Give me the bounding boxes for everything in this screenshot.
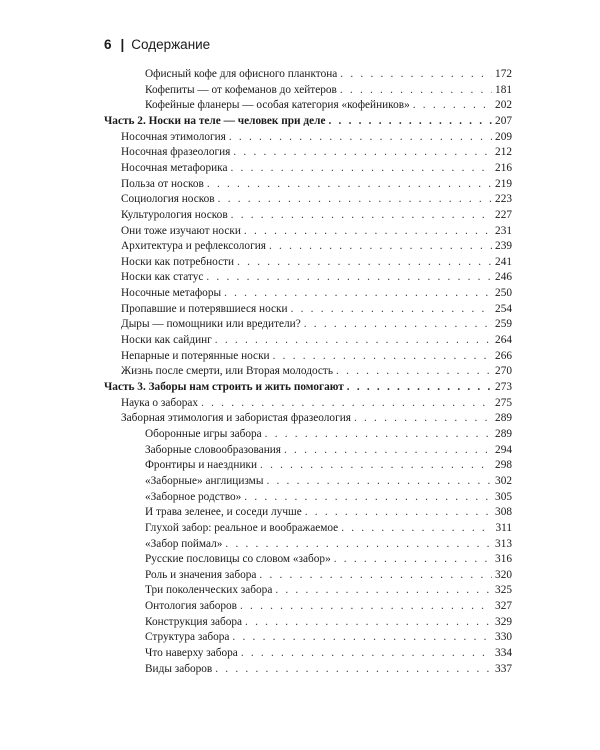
toc-entry-page: 241 — [495, 256, 512, 268]
toc-entry-title: Оборонные игры забора — [145, 428, 262, 440]
toc-entry — [121, 395, 512, 411]
toc-entry-title: Носочная метафорика — [121, 162, 228, 174]
toc-entry-title: Часть 2. Носки на теле — человек при деле — [104, 115, 326, 127]
toc-entry — [145, 598, 512, 614]
dot-leader — [304, 316, 492, 332]
toc-part-heading — [104, 379, 512, 395]
dot-leader — [241, 645, 492, 661]
toc-entry — [145, 520, 512, 536]
toc-entry-page: 337 — [495, 663, 512, 675]
dot-leader — [245, 614, 492, 630]
toc-entry — [145, 551, 512, 567]
dot-leader — [240, 598, 492, 614]
toc-entry-title: Что наверху забора — [145, 647, 238, 659]
toc-entry-title: И трава зеленее, и соседи лучше — [145, 506, 302, 518]
toc-entry-page: 289 — [495, 412, 512, 424]
toc-entry-title: «Забор поймал» — [145, 538, 223, 550]
toc-entry-page: 298 — [495, 459, 512, 471]
dot-leader — [207, 176, 492, 192]
toc-entry-title: Носочные метафоры — [121, 287, 222, 299]
toc-entry-title: Носки как потребности — [121, 256, 235, 268]
dot-leader — [230, 160, 492, 176]
toc-entry-page: 209 — [495, 131, 512, 143]
toc-entry-title: Кофепиты — от кофеманов до хейтеров — [145, 84, 337, 96]
toc-entry-page: 289 — [495, 428, 512, 440]
toc-entry-title: Непарные и потерянные носки — [121, 350, 270, 362]
toc-entry-page: 246 — [495, 271, 512, 283]
toc-entry — [121, 301, 512, 317]
dot-leader — [284, 442, 492, 458]
toc-entry-title: Носки как сайдинг — [121, 334, 212, 346]
toc-entry — [121, 129, 512, 145]
toc-entry-title: Роль и значения забора — [145, 569, 257, 581]
toc-entry-page: 308 — [495, 506, 512, 518]
dot-leader — [218, 191, 492, 207]
toc-entry-title: Носки как статус — [121, 271, 204, 283]
dot-leader — [273, 348, 492, 364]
dot-leader — [305, 504, 492, 520]
toc-entry-title: Офисный кофе для офисного планктона — [145, 68, 338, 80]
toc-entry — [145, 582, 512, 598]
dot-leader — [354, 410, 492, 426]
header-separator: | — [120, 37, 125, 52]
toc-entry-title: Русские пословицы со словом «забор» — [145, 553, 331, 565]
toc-entry-page: 313 — [495, 538, 512, 550]
toc-entry-page: 302 — [495, 475, 512, 487]
toc-entry-title: Наука о заборах — [121, 397, 199, 409]
toc-entry-page: 202 — [495, 99, 512, 111]
toc-entry — [121, 348, 512, 364]
dot-leader — [328, 113, 492, 129]
toc-entry-title: Заборные словообразования — [145, 444, 281, 456]
toc-entry — [121, 332, 512, 348]
dot-leader — [215, 332, 492, 348]
toc-entry — [145, 82, 512, 98]
toc-entry-page: 172 — [495, 68, 512, 80]
toc-entry — [145, 614, 512, 630]
toc-entry — [121, 176, 512, 192]
dot-leader — [259, 567, 492, 583]
dot-leader — [201, 395, 492, 411]
dot-leader — [291, 301, 492, 317]
toc-entry-page: 334 — [495, 647, 512, 659]
toc-entry-page: 270 — [495, 365, 512, 377]
toc-entry-title: Заборная этимология и забористая фразеология — [121, 412, 351, 424]
dot-leader — [229, 129, 492, 145]
running-header — [104, 37, 210, 52]
toc-entry-page: 212 — [495, 146, 512, 158]
toc-entry-page: 264 — [495, 334, 512, 346]
section-title: Содержание — [131, 37, 211, 52]
toc-entry-page: 227 — [495, 209, 512, 221]
dot-leader — [269, 238, 492, 254]
toc-entry — [121, 410, 512, 426]
toc-entry-page: 266 — [495, 350, 512, 362]
dot-leader — [347, 379, 492, 395]
dot-leader — [237, 254, 492, 270]
toc-entry-title: Польза от носков — [121, 178, 204, 190]
toc-entry-title: Кофейные фланеры — особая категория «кофейников» — [145, 99, 410, 111]
toc-entry — [145, 66, 512, 82]
dot-leader — [244, 489, 492, 505]
toc-entry — [145, 97, 512, 113]
toc-entry-page: 311 — [495, 522, 512, 534]
dot-leader — [341, 520, 492, 536]
toc-entry-page: 223 — [495, 193, 512, 205]
toc-entry-title: Пропавшие и потерявшиеся носки — [121, 303, 288, 315]
dot-leader — [340, 66, 492, 82]
toc-entry-page: 250 — [495, 287, 512, 299]
toc-entry-title: Часть 3. Заборы нам строить и жить помогают — [104, 381, 344, 393]
toc-entry-title: Архитектура и рефлексология — [121, 240, 266, 252]
toc-entry-page: 219 — [495, 178, 512, 190]
toc-entry-page: 294 — [495, 444, 512, 456]
toc-entry-page: 207 — [495, 115, 512, 127]
page-number: 6 — [104, 37, 112, 52]
toc-entry — [145, 504, 512, 520]
toc-entry — [145, 536, 512, 552]
dot-leader — [231, 207, 492, 223]
dot-leader — [260, 457, 492, 473]
toc-entry — [145, 645, 512, 661]
toc-entry-title: «Заборные» англицизмы — [145, 475, 264, 487]
toc-entry — [121, 207, 512, 223]
toc-entry — [145, 567, 512, 583]
toc-entry-title: Носочная фразеология — [121, 146, 231, 158]
toc-entry — [145, 426, 512, 442]
toc-entry-page: 254 — [495, 303, 512, 315]
toc-entry-title: Онтология заборов — [145, 600, 237, 612]
toc-entry-page: 316 — [495, 553, 512, 565]
dot-leader — [334, 551, 492, 567]
toc-entry-page: 320 — [495, 569, 512, 581]
toc-entry-title: «Заборное родство» — [145, 491, 242, 503]
toc-entry-page: 327 — [495, 600, 512, 612]
toc-entry-page: 239 — [495, 240, 512, 252]
toc-entry — [121, 191, 512, 207]
toc-entry — [145, 473, 512, 489]
toc-entry-page: 325 — [495, 584, 512, 596]
dot-leader — [233, 144, 492, 160]
toc-entry — [121, 316, 512, 332]
toc-entry-title: Фронтиры и наездники — [145, 459, 258, 471]
toc-entry-page: 273 — [495, 381, 512, 393]
toc-entry-title: Дыры — помощники или вредители? — [121, 318, 301, 330]
toc-entry-page: 231 — [495, 225, 512, 237]
dot-leader — [266, 473, 492, 489]
toc-entry-page: 330 — [495, 631, 512, 643]
dot-leader — [340, 82, 492, 98]
toc-entry-page: 305 — [495, 491, 512, 503]
toc-entry — [145, 661, 512, 677]
toc-entry-page: 259 — [495, 318, 512, 330]
dot-leader — [336, 363, 492, 379]
toc-entry — [145, 442, 512, 458]
toc-entry-title: Жизнь после смерти, или Вторая молодость — [121, 365, 334, 377]
dot-leader — [413, 97, 492, 113]
dot-leader — [275, 582, 492, 598]
toc-entry-page: 329 — [495, 616, 512, 628]
dot-leader — [224, 285, 492, 301]
toc-entry-page: 216 — [495, 162, 512, 174]
toc-entry-title: Конструкция забора — [145, 616, 243, 628]
dot-leader — [215, 661, 492, 677]
toc-entry-title: Три поколенческих забора — [145, 584, 273, 596]
toc-entry — [121, 254, 512, 270]
toc-entry-title: Виды заборов — [145, 663, 213, 675]
toc-entry-page: 181 — [495, 84, 512, 96]
toc-entry — [121, 223, 512, 239]
toc-entry — [121, 238, 512, 254]
toc-entry-page: 275 — [495, 397, 512, 409]
toc-entry — [145, 457, 512, 473]
toc-entry-title: Социология носков — [121, 193, 215, 205]
toc-entry — [121, 160, 512, 176]
toc-entry — [121, 269, 512, 285]
dot-leader — [232, 629, 492, 645]
toc-entry-title: Структура забора — [145, 631, 230, 643]
toc-entry-title: Культурология носков — [121, 209, 228, 221]
toc-entry — [121, 363, 512, 379]
dot-leader — [244, 223, 492, 239]
dot-leader — [225, 536, 492, 552]
dot-leader — [265, 426, 492, 442]
toc-entry-title: Они тоже изучают носки — [121, 225, 241, 237]
toc-entry — [145, 489, 512, 505]
toc-entry — [121, 144, 512, 160]
toc-entry — [121, 285, 512, 301]
toc-entry-title: Носочная этимология — [121, 131, 226, 143]
toc-entry — [145, 629, 512, 645]
dot-leader — [206, 269, 492, 285]
toc-entry-title: Глухой забор: реальное и воображаемое — [145, 522, 339, 534]
toc-part-heading — [104, 113, 512, 129]
